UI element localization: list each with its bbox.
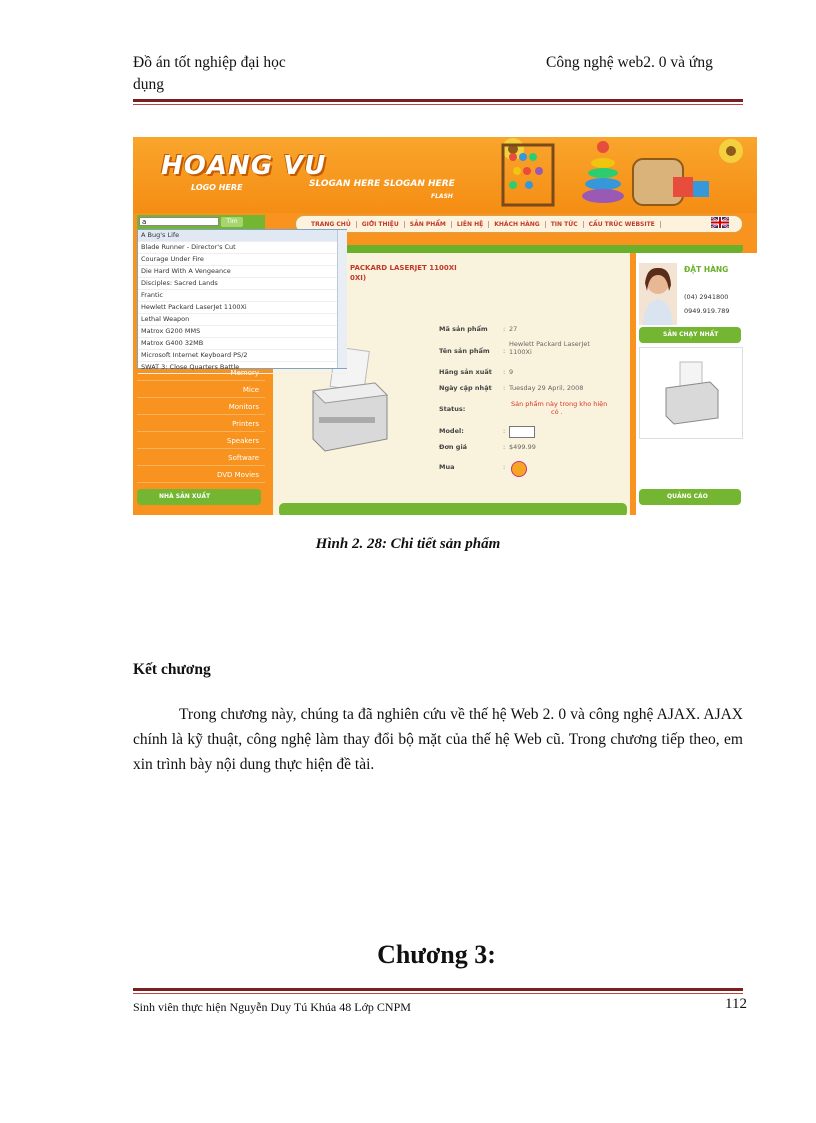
detail-colon: : <box>503 443 506 451</box>
suggestion-item[interactable]: Blade Runner - Director's Cut <box>138 242 346 254</box>
suggestion-item[interactable]: Courage Under Fire <box>138 254 346 266</box>
detail-colon: : <box>503 384 506 392</box>
suggestion-item[interactable]: Matrox G200 MMS <box>138 326 346 338</box>
nav-item-sitemap[interactable]: CẤU TRÚC WEBSITE <box>584 221 661 228</box>
body-paragraph: Trong chương này, chúng ta đã nghiên cứu về thế hệ Web 2. 0 và công nghệ AJAX. AJAX chính là kỹ thuật, công nghệ làm thay đổi bộ mặt của thế hệ Web cũ. Trong chương tiếp theo, em xin trình bày nội dung thực hiện đề tài. <box>133 706 743 773</box>
detail-colon: : <box>503 347 506 355</box>
support-agent-image <box>639 263 677 325</box>
detail-value-status-line1: Sản phẩm này trong kho hiện <box>511 400 608 408</box>
logo-subtext: LOGO HERE <box>191 183 243 192</box>
detail-value-name-line1: Hewlett Packard LaserJet <box>509 340 590 348</box>
cart-icon[interactable] <box>511 461 527 477</box>
category-software[interactable]: Software <box>137 450 265 466</box>
detail-label-name: Tên sản phẩm <box>439 347 490 355</box>
product-title-line1: PACKARD LASERJET 1100XI <box>350 264 457 272</box>
detail-label-updated: Ngày cập nhật <box>439 384 492 392</box>
detail-value-status <box>511 400 607 416</box>
phone-number-1: (04) 2941800 <box>684 293 729 301</box>
best-seller-box <box>639 347 743 439</box>
suggestion-item[interactable]: Die Hard With A Vengeance <box>138 266 346 278</box>
suggestion-item[interactable]: Microsoft Internet Keyboard PS/2 <box>138 350 346 362</box>
nav-item-contact[interactable]: LIÊN HỆ <box>452 221 489 228</box>
detail-value-status-line2: có . <box>551 408 563 416</box>
ads-header: QUẢNG CÁO <box>639 489 741 505</box>
phone-number-2: 0949.919.789 <box>684 307 730 315</box>
header-left-line2: dụng <box>133 76 164 93</box>
suggestion-item[interactable]: A Bug's Life <box>138 230 346 242</box>
search-input[interactable]: a <box>139 217 219 226</box>
suggestion-item[interactable]: SWAT 3: Close Quarters Battle <box>138 362 346 374</box>
model-select[interactable] <box>509 426 535 438</box>
product-title-line2: 0XI) <box>350 274 367 282</box>
footer-rule-thin <box>133 993 743 994</box>
detail-colon: : <box>503 368 506 376</box>
site-slogan: SLOGAN HERE SLOGAN HERE <box>309 179 455 189</box>
detail-colon: : <box>503 463 506 471</box>
site-logo: HOANG VU <box>161 151 327 181</box>
order-title: ĐẶT HÀNG <box>684 265 729 274</box>
figure-caption: Hình 2. 28: Chi tiết sản phẩm <box>315 536 501 552</box>
header-right: Công nghệ web2. 0 và ứng <box>546 54 713 71</box>
best-seller-header: SẢN CHẠY NHẤT <box>639 327 741 343</box>
detail-value-name-line2: 1100Xi <box>509 348 532 356</box>
related-info-bar <box>279 503 627 515</box>
detail-label-price: Đơn giá <box>439 443 468 451</box>
best-seller-printer-image <box>640 348 740 436</box>
nav-item-customers[interactable]: KHÁCH HÀNG <box>489 221 545 228</box>
header-rule <box>133 99 743 102</box>
header-left-line1: Đồ án tốt nghiệp đại học <box>133 54 286 71</box>
autocomplete-dropdown <box>137 229 347 369</box>
suggestion-item[interactable]: Matrox G400 32MB <box>138 338 346 350</box>
detail-value-manufacturer: 9 <box>509 368 514 376</box>
detail-label-code: Mã sản phẩm <box>439 325 488 333</box>
site-nav-bar <box>295 215 743 233</box>
detail-value-updated: Tuesday 29 April, 2008 <box>509 384 584 392</box>
suggestion-item[interactable]: Lethal Weapon <box>138 314 346 326</box>
website-screenshot <box>133 137 757 515</box>
suggestion-item[interactable]: Disciples: Sacred Lands <box>138 278 346 290</box>
content-top-strip <box>295 245 743 253</box>
toys-banner-image <box>493 137 757 213</box>
category-printers[interactable]: Printers <box>137 416 265 432</box>
header-left <box>133 52 363 96</box>
detail-label-buy: Mua <box>439 463 455 471</box>
search-button[interactable]: Tìm <box>221 217 243 227</box>
manufacturer-header: NHÀ SẢN XUẤT <box>137 489 261 505</box>
flash-label: FLASH <box>431 193 453 200</box>
category-memory[interactable]: Memory <box>137 365 265 381</box>
detail-label-model: Model: <box>439 427 464 435</box>
uk-flag-icon[interactable] <box>711 217 729 228</box>
footer-text: Sinh viên thực hiện Nguyễn Duy Tú Khúa 48 Lớp CNPM <box>133 1000 411 1014</box>
category-mice[interactable]: Mice <box>137 382 265 398</box>
nav-item-home[interactable]: TRANG CHỦ <box>306 221 357 228</box>
section-title: Kết chương <box>133 661 211 678</box>
nav-item-about[interactable]: GIỚI THIỆU <box>357 221 405 228</box>
detail-colon: : <box>503 427 506 435</box>
detail-value-name <box>509 340 590 356</box>
detail-colon: : <box>503 325 506 333</box>
category-speakers[interactable]: Speakers <box>137 433 265 449</box>
detail-label-manufacturer: Hãng sản xuất <box>439 368 492 376</box>
suggestion-item[interactable]: Hewlett Packard LaserJet 1100Xi <box>138 302 346 314</box>
suggestion-item[interactable]: Frantic <box>138 290 346 302</box>
footer-rule <box>133 988 743 991</box>
chapter-heading: Chương 3: <box>377 940 496 969</box>
category-monitors[interactable]: Monitors <box>137 399 265 415</box>
header-rule-thin <box>133 104 743 105</box>
dropdown-scrollbar[interactable] <box>337 230 347 368</box>
category-dvd-movies[interactable]: DVD Movies <box>137 467 265 483</box>
product-title <box>350 263 457 283</box>
nav-item-products[interactable]: SẢN PHẨM <box>405 221 452 228</box>
detail-value-price: $499.99 <box>509 443 536 451</box>
page-number: 112 <box>725 996 747 1012</box>
nav-item-news[interactable]: TIN TỨC <box>546 221 584 228</box>
detail-value-code: 27 <box>509 325 518 333</box>
detail-label-status: Status: <box>439 405 466 413</box>
